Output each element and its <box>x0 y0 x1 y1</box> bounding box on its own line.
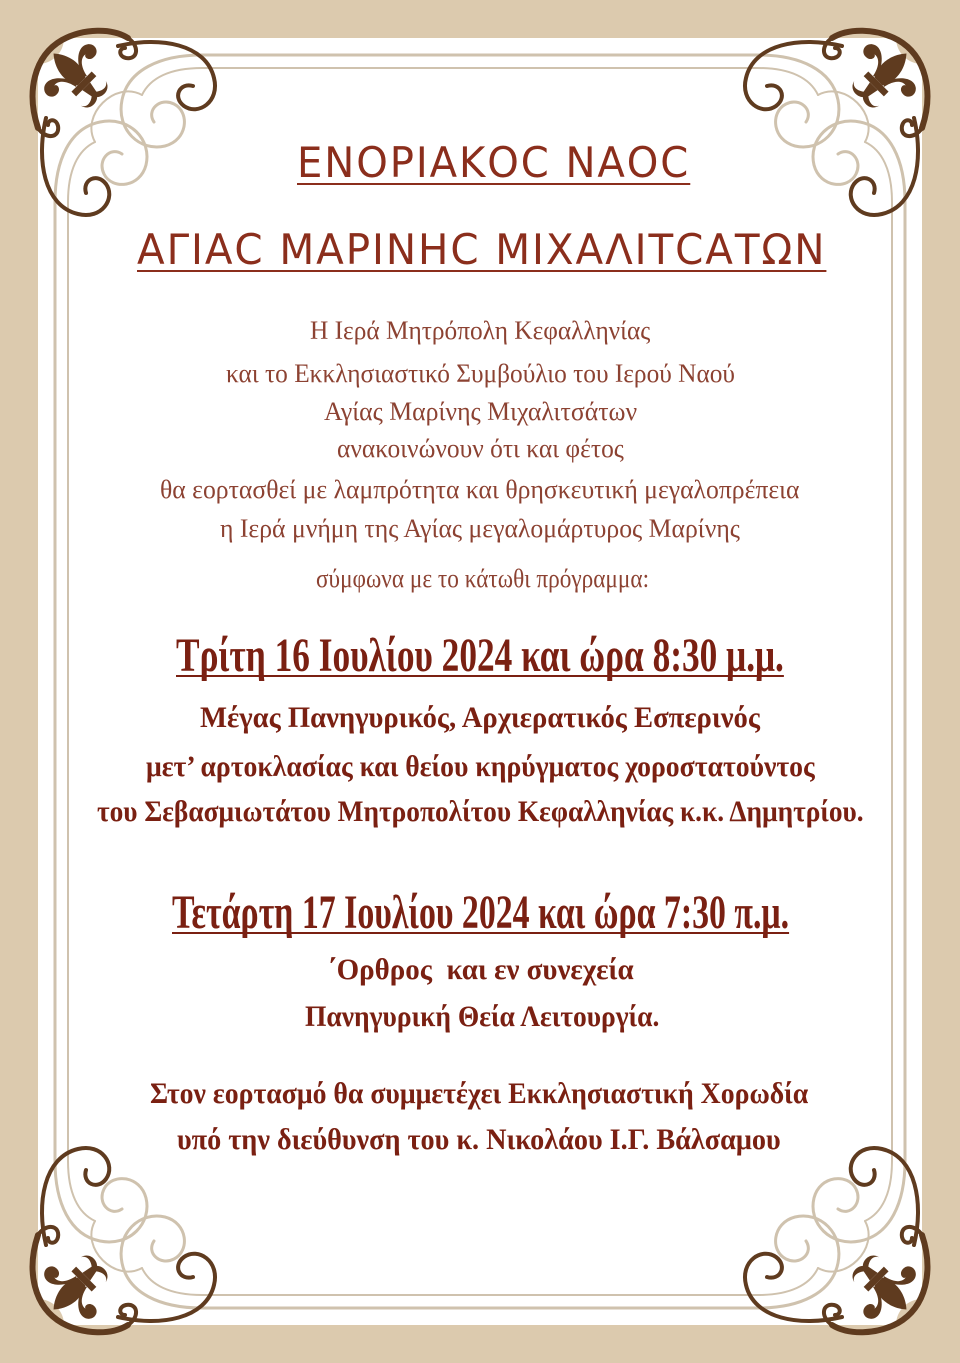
event-detail: Μέγας Πανηγυρικός, Αρχιερατικός Εσπερινός <box>200 701 760 734</box>
event-detail: μετ’ αρτοκλασίας και θείου κηρύγματος χοροστατούντος <box>146 750 815 783</box>
event-detail: Πανηγυρική Θεία Λειτουργία. <box>305 1000 660 1033</box>
announcement-line: και το Εκκλησιαστικό Συμβούλιο του Ιερού Ναού <box>226 359 735 388</box>
closing-line: Στον εορτασμό θα συμμετέχει Εκκλησιαστική Χορωδία <box>150 1077 809 1110</box>
closing-line: υπό την διεύθυνση του κ. Νικολάου Ι.Γ. Βάλσαμου <box>177 1123 781 1156</box>
announcement-line: Η Ιερά Μητρόπολη Κεφαλληνίας <box>310 316 651 345</box>
announcement-line: θα εορτασθεί με λαμπρότητα και θρησκευτική μεγαλοπρέπεια <box>160 475 800 504</box>
announcement-line: Αγίας Μαρίνης Μιχαλιτσάτων <box>324 397 638 426</box>
announcement-line: η Ιερά μνήμη της Αγίας μεγαλομάρτυρος Μαρίνης <box>220 514 740 543</box>
event-date: Τρίτη 16 Ιουλίου 2024 και ώρα 8:30 μ.μ. <box>176 629 784 682</box>
event-date: Τετάρτη 17 Ιουλίου 2024 και ώρα 7:30 π.μ. <box>172 886 790 939</box>
church-subtitle: ΑΓΙΑϹ ΜΑΡΙΝΗϹ ΜΙΧΑΛΙΤϹΑΤΩΝ <box>137 225 827 274</box>
announcement-line: σύμφωνα με το κάτωθι πρόγραμμα: <box>316 564 650 593</box>
announcement-line: ανακοινώνουν ότι και φέτος <box>337 434 624 463</box>
event-detail: του Σεβασμιωτάτου Μητροπολίτου Κεφαλληνίας κ.κ. Δημητρίου. <box>97 795 864 828</box>
church-title: ΕΝΟΡΙΑΚΟϹ ΝΑΟϹ <box>297 138 691 187</box>
event-detail: ΄Ορθρος και εν συνεχεία <box>327 953 634 986</box>
